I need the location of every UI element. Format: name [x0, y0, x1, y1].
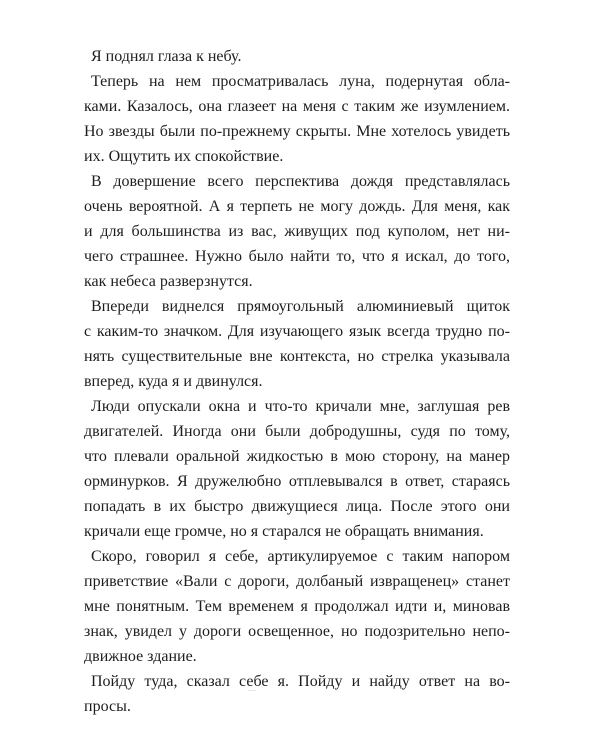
- paragraph: [84, 394, 510, 544]
- text-line: чего страшнее. Нужно было найти то, что я искал, до того,: [84, 248, 510, 265]
- text-line: нять существительные вне контекста, но стрелка указывала: [84, 348, 510, 365]
- text-line: просы.: [84, 698, 131, 715]
- text-line: мне понятным. Тем временем я продолжал идти и, миновав: [84, 598, 510, 615]
- text-line: очень вероятной. А я терпеть не могу дождь. Для меня, как: [84, 198, 510, 215]
- text-line: Впереди виднелся прямоугольный алюминиевый щиток: [91, 298, 510, 315]
- paragraph: [84, 44, 510, 69]
- body-text: [84, 44, 510, 719]
- text-line: Но звезды были по-прежнему скрыты. Мне хотелось увидеть: [84, 123, 510, 140]
- paragraph: [84, 169, 510, 294]
- text-line: Люди опускали окна и что-то кричали мне, заглушая рев: [91, 398, 510, 415]
- text-line: что плевали оральной жидкостью в мою сторону, на манер: [84, 448, 510, 465]
- text-line: орминурков. Я дружелюбно отплевывался в ответ, стараясь: [84, 473, 510, 490]
- text-line: Теперь на нем просматривалась луна, подернутая обла-: [91, 73, 510, 90]
- paragraph: [84, 544, 510, 669]
- scan-mark: [248, 690, 256, 691]
- text-line: В довершение всего перспектива дождя представлялась: [91, 173, 510, 190]
- text-line: Пойду туда, сказал себе я. Пойду и найду ответ на во-: [91, 673, 510, 690]
- text-line: знак, увидел у дороги освещенное, но подозрительно непо-: [84, 623, 510, 640]
- text-line: с каким-то значком. Для изучающего язык всегда трудно по-: [84, 323, 510, 340]
- text-line: их. Ощутить их спокойствие.: [84, 148, 284, 165]
- text-line: как небеса разверзнутся.: [84, 273, 253, 290]
- text-line: приветствие «Вали с дороги, долбаный извращенец» станет: [84, 573, 510, 590]
- text-line: двигателей. Иногда они были добродушны, судя по тому,: [84, 423, 510, 440]
- text-line: движное здание.: [84, 648, 197, 665]
- text-line: вперед, куда я и двинулся.: [84, 373, 263, 390]
- paragraph: [84, 294, 510, 394]
- text-line: Скоро, говорил я себе, артикулируемое с таким напором: [91, 548, 510, 565]
- text-line: попадать в их быстро движущиеся лица. После этого они: [84, 498, 510, 515]
- text-line: и для большинства из вас, живущих под куполом, нет ни-: [84, 223, 510, 240]
- text-line: Я поднял глаза к небу.: [91, 48, 242, 65]
- text-line: кричали еще громче, но я старался не обращать внимания.: [84, 523, 484, 540]
- paragraph: [84, 69, 510, 169]
- text-line: ками. Казалось, она глазеет на меня с таким же изумлением.: [84, 98, 510, 115]
- paragraph: [84, 669, 510, 719]
